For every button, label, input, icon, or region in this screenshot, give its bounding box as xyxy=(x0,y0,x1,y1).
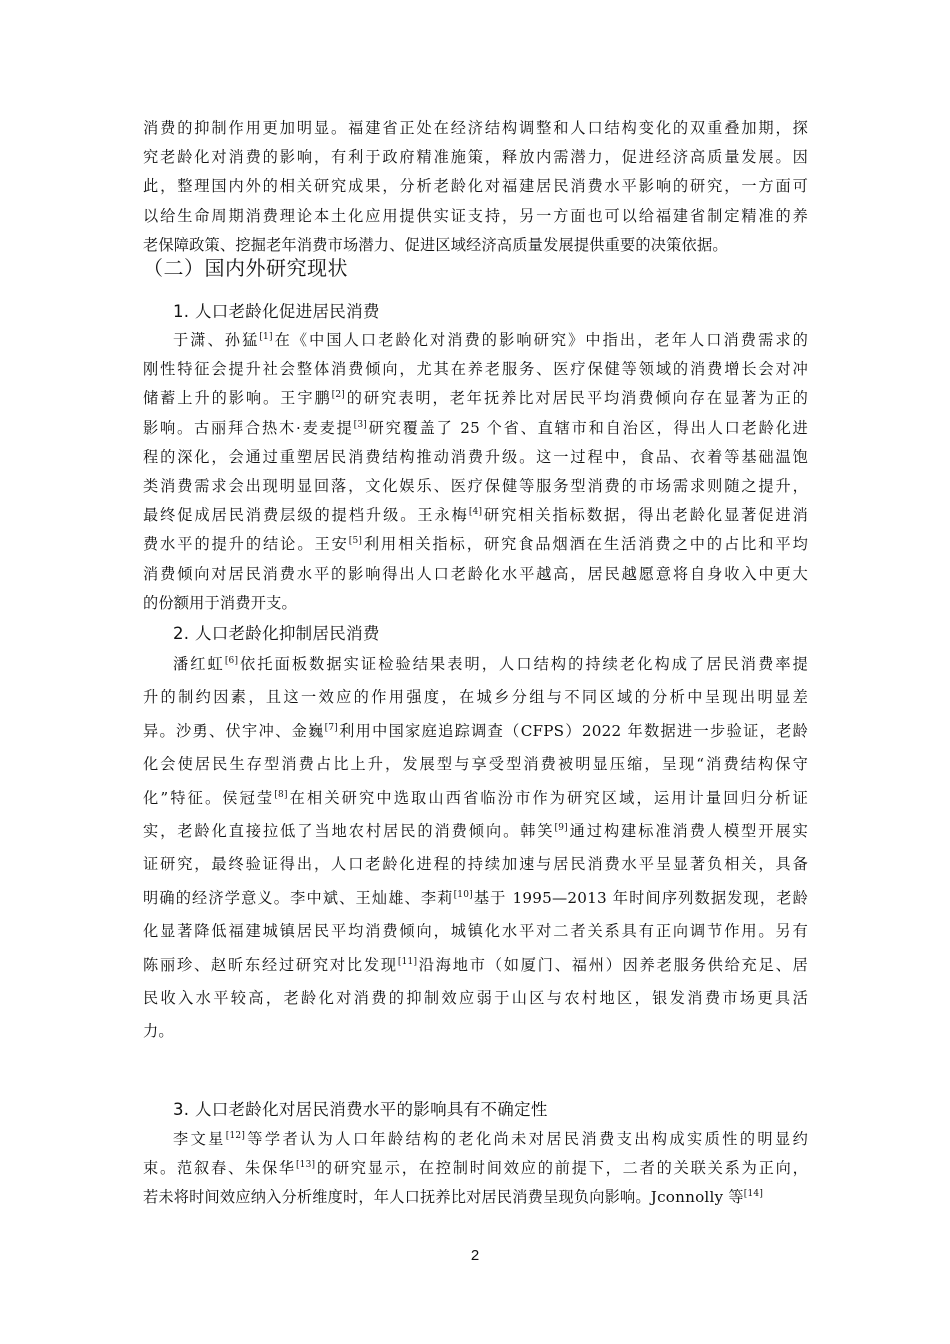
citation-ref: [3] xyxy=(353,419,367,430)
text-segment: 化显著降低福建城镇居民平均消费倾向，城镇化水平对二者关系具有正向调节作用。另有 xyxy=(143,922,808,941)
text-segment: 化会使居民生存型消费占比上升，发展型与享受型消费被明显压缩，呈现“消费结构保守 xyxy=(143,755,808,774)
text-line xyxy=(143,1154,808,1183)
text-segment: 异。沙勇、伏宇冲、金巍 xyxy=(143,721,325,740)
text-segment: 潘红虹 xyxy=(173,655,225,673)
text-line xyxy=(143,1015,808,1048)
text-line xyxy=(143,748,808,781)
text-segment: 刚性特征会提升社会整体消费倾向，尤其在养老服务、医疗保健等领域的消费增长会对冲 xyxy=(143,360,808,379)
text-segment: 在《中国人口老龄化对消费的影响研究》中指出，老年人口消费需求的 xyxy=(272,331,809,349)
text-line xyxy=(143,848,808,881)
text-line xyxy=(143,882,808,915)
text-line xyxy=(143,982,808,1015)
text-segment: 力。 xyxy=(143,1022,174,1041)
text-segment: 等学者认为人口年龄结构的老化尚未对居民消费支出构成实质性的明显约 xyxy=(245,1130,808,1148)
citation-ref: [14] xyxy=(743,1189,764,1200)
text-line xyxy=(143,472,808,501)
subsection-heading-2: 2. 人口老龄化抑制居民消费 xyxy=(173,624,380,643)
text-segment: 研究覆盖了 25 个省、直辖市和自治区，得出人口老龄化进 xyxy=(367,418,808,437)
citation-ref: [11] xyxy=(397,956,418,967)
text-segment: 明确的经济学意义。李中斌、王灿雄、李莉 xyxy=(143,888,454,907)
citation-ref: [9] xyxy=(554,822,568,833)
text-segment: 的研究表明，老年抚养比对居民平均消费倾向存在显著为正的 xyxy=(345,389,809,408)
citation-ref: [2] xyxy=(331,390,345,401)
text-line xyxy=(143,355,808,384)
text-line: 究老龄化对消费的影响，有利于政府精准施策，释放内需潜力，促进经济高质量发展。因 xyxy=(143,148,808,167)
text-line xyxy=(143,560,808,589)
text-segment: 陈丽珍、赵昕东经过研究对比发现 xyxy=(143,955,398,974)
text-line xyxy=(143,782,808,815)
subsection-3-paragraph xyxy=(143,1125,808,1213)
text-line: 老保障政策、挖掘老年消费市场潜力、促进区域经济高质量发展提供重要的决策依据。 xyxy=(143,235,728,254)
page-number: 2 xyxy=(470,1247,480,1264)
citation-ref: [1] xyxy=(259,332,273,342)
text-segment: 研究相关指标数据，得出老龄化显著促进消 xyxy=(482,506,808,525)
text-segment: 若未将时间效应纳入分析维度时，年人口抚养比对居民消费呈现负向影响。Jconnolly 等 xyxy=(143,1188,744,1207)
text-line xyxy=(143,815,808,848)
text-segment: 通过构建标准消费人模型开展实 xyxy=(567,821,808,840)
citation-ref: [10] xyxy=(453,889,473,900)
text-segment: 利用相关指标，研究食品烟酒在生活消费之中的占比和平均 xyxy=(362,535,808,554)
text-segment: 证研究，最终验证得出，人口老龄化进程的持续加速与居民消费水平呈显著负相关，具备 xyxy=(143,855,808,874)
text-segment: 的研究显示，在控制时间效应的前提下，二者的关联关系为正向， xyxy=(315,1159,808,1178)
text-segment: 束。范叙春、朱保华 xyxy=(143,1159,296,1178)
citation-ref: [7] xyxy=(324,722,338,733)
text-segment: 程的深化，会通过重塑居民消费结构推动消费升级。这一过程中，食品、衣着等基础温饱 xyxy=(143,447,808,466)
text-line xyxy=(143,384,808,413)
subsection-1-paragraph xyxy=(143,326,808,618)
text-line xyxy=(143,1125,808,1154)
text-segment: 利用中国家庭追踪调查（CFPS）2022 年数据进一步验证，老龄 xyxy=(337,721,808,740)
text-segment: 化”特征。侯冠莹 xyxy=(143,788,275,807)
text-segment: 基于 1995—2013 年时间序列数据发现，老龄 xyxy=(472,888,808,907)
text-segment: 于潇、孙猛 xyxy=(173,331,260,349)
text-segment: 储蓄上升的影响。王宇鹏 xyxy=(143,389,332,408)
subsection-heading-1: 1. 人口老龄化促进居民消费 xyxy=(173,302,380,321)
subsection-2-paragraph xyxy=(143,648,808,1049)
text-line xyxy=(143,648,808,681)
text-line xyxy=(143,326,808,355)
text-line: 消费的抑制作用更加明显。福建省正处在经济结构调整和人口结构变化的双重叠加期，探 xyxy=(143,119,808,137)
text-line xyxy=(143,681,808,714)
text-segment: 沿海地市（如厦门、福州）因养老服务供给充足、居 xyxy=(417,955,808,974)
citation-ref: [8] xyxy=(274,789,288,800)
text-segment: 费水平的提升的结论。王安 xyxy=(143,535,349,554)
text-line xyxy=(143,715,808,748)
text-segment: 消费倾向对居民消费水平的影响得出人口老龄化水平越高，居民越愿意将自身收入中更大 xyxy=(143,564,808,583)
text-line xyxy=(143,530,808,559)
text-segment: 实，老龄化直接拉低了当地农村居民的消费倾向。韩笑 xyxy=(143,821,555,840)
text-line xyxy=(143,1183,808,1212)
text-line: 此，整理国内外的相关研究成果，分析老龄化对福建居民消费水平影响的研究，一方面可 xyxy=(143,177,808,196)
text-line xyxy=(143,949,808,982)
text-line: 以给生命周期消费理论本土化应用提供实证支持，另一方面也可以给福建省制定精准的养 xyxy=(143,206,808,225)
text-segment: 在相关研究中选取山西省临汾市作为研究区域，运用计量回归分析证 xyxy=(287,788,808,807)
text-line xyxy=(143,501,808,530)
text-segment: 类消费需求会出现明显回落，文化娱乐、医疗保健等服务型消费的市场需求则随之提升， xyxy=(143,476,808,495)
text-segment: 影响。古丽拜合热木·麦麦提 xyxy=(143,418,354,437)
text-segment: 的份额用于消费开支。 xyxy=(143,593,297,612)
subsection-heading-3: 3. 人口老龄化对居民消费水平的影响具有不确定性 xyxy=(173,1100,548,1119)
text-segment: 李文星 xyxy=(173,1130,226,1148)
citation-ref: [5] xyxy=(348,536,363,547)
citation-ref: [4] xyxy=(468,507,483,518)
text-line xyxy=(143,443,808,472)
text-segment: 依托面板数据实证检验结果表明，人口结构的持续老化构成了居民消费率提 xyxy=(238,655,808,673)
text-segment: 最终促成居民消费层级的提档升级。王永梅 xyxy=(143,506,469,525)
citation-ref: [12] xyxy=(225,1131,246,1141)
text-line xyxy=(143,915,808,948)
text-line xyxy=(143,589,808,618)
intro-paragraph xyxy=(143,114,808,260)
citation-ref: [6] xyxy=(224,656,239,666)
text-segment: 升的制约因素，且这一效应的作用强度，在城乡分组与不同区域的分析中呈现出明显差 xyxy=(143,688,808,707)
section-heading: （二）国内外研究现状 xyxy=(143,256,348,280)
citation-ref: [13] xyxy=(295,1160,316,1171)
text-line xyxy=(143,414,808,443)
text-segment: 民收入水平较高，老龄化对消费的抑制效应弱于山区与农村地区，银发消费市场更具活 xyxy=(143,988,808,1007)
